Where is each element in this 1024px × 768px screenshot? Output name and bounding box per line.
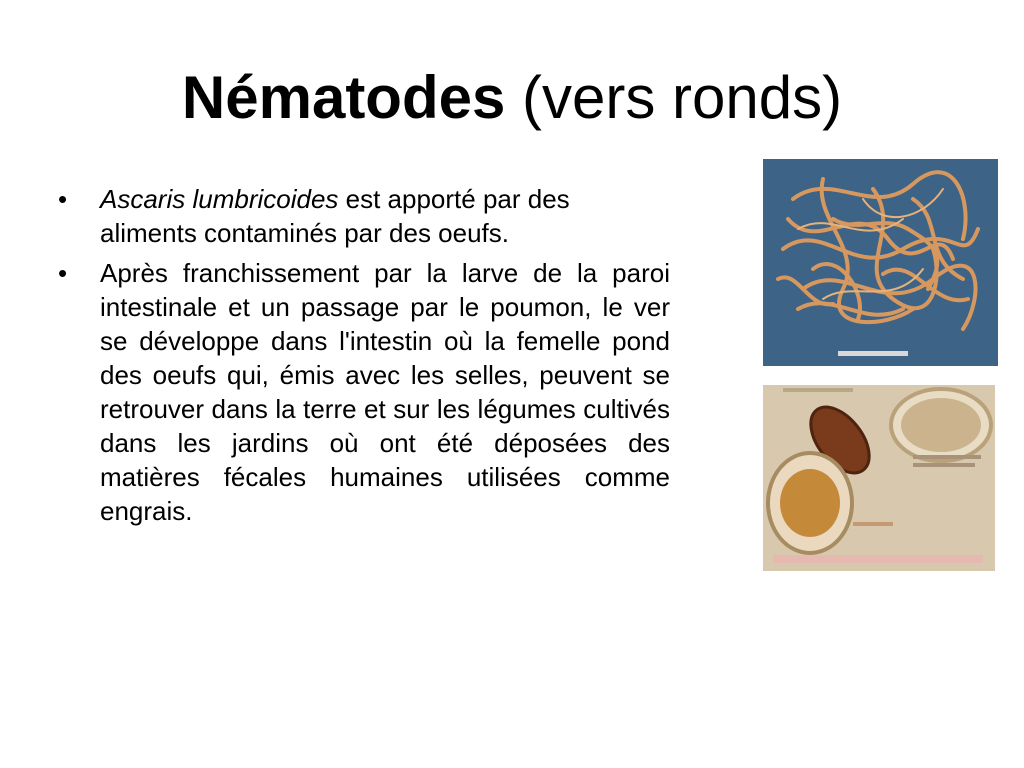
worms-photo (763, 159, 998, 366)
eggs-photo (763, 385, 995, 571)
title-subtitle: (vers ronds) (522, 64, 843, 131)
bullet-list (58, 182, 670, 534)
slide-title (0, 58, 1024, 138)
bullet-text: Après franchissement par la larve de la paroi intestinale et un passage par le poumon, le ver se développe dans l'intestin où la femelle pond des oeufs qui, émis avec les selles, peuvent se retrouver dans la terre et sur les légumes cultivés dans les jardins où ont été déposées des matières fécales humaines utilisées comme engrais. (100, 258, 670, 526)
bullet-item (58, 182, 670, 250)
title-bold: Nématodes (181, 64, 506, 131)
bullet-species-name: Ascaris lumbricoides (100, 184, 339, 214)
bullet-item (58, 256, 670, 528)
bullet-text: est apporté par des aliments contaminés par des oeufs. (100, 184, 570, 248)
bullet-dot: • (58, 184, 68, 214)
bullet-dot: • (58, 258, 68, 288)
